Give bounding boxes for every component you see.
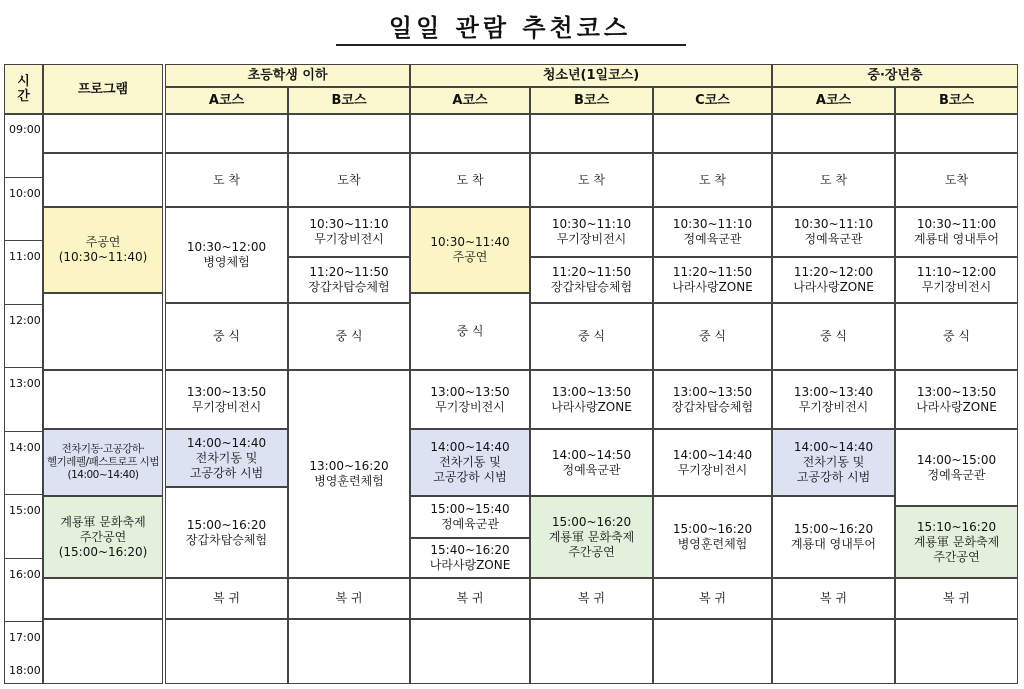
lunch-cell: 중 식 [530,303,653,370]
activity-cell: 14:00~14:40 전차기동 및 고공강하 시범 [165,429,288,487]
page-title: 일일 관람 추천코스 [388,14,632,42]
return-cell: 복 귀 [895,578,1018,619]
time-divider [4,304,43,305]
time-label: 14:00 [9,441,41,454]
activity-cell: 11:10~12:00 무기장비전시 [895,257,1018,303]
empty-cell [530,114,653,153]
empty-cell [653,114,772,153]
activity-cell: 15:00~15:40 정예육군관 [410,496,530,538]
header-course: B코스 [288,87,410,114]
activity-cell: 14:00~15:00 정예육군관 [895,429,1018,506]
program-empty [43,578,163,619]
activity-cell: 11:20~11:50 장갑차탑승체험 [288,257,410,303]
lunch-cell: 중 식 [288,303,410,370]
time-label: 16:00 [9,568,41,581]
time-label: 18:00 [9,664,41,677]
activity-cell: 13:00~13:50 나라사랑ZONE [895,370,1018,429]
empty-cell [895,619,1018,684]
activity-cell: 11:20~11:50 나라사랑ZONE [653,257,772,303]
time-label: 10:00 [9,187,41,200]
activity-cell: 15:00~16:20 장갑차탑승체험 [165,487,288,578]
program-empty [43,619,163,684]
time-divider [4,177,43,178]
header-group-adult: 중·장년층 [772,64,1018,87]
program-demonstration: 전차기동·고공강하· 헬기레펠/패스트로프 시범 (14:00~14:40) [43,429,163,496]
time-divider [4,621,43,622]
activity-cell: 14:00~14:40 전차기동 및 고공강하 시범 [410,429,530,496]
time-divider [4,494,43,495]
activity-cell: 10:30~11:10 정예육군관 [772,207,895,257]
activity-cell: 10:30~11:40 주공연 [410,207,530,293]
header-course: A코스 [772,87,895,114]
header-program: 프로그램 [43,64,163,114]
activity-cell: 14:00~14:40 전차기동 및 고공강하 시범 [772,429,895,496]
activity-cell: 15:10~16:20 계룡軍 문화축제 주간공연 [895,506,1018,578]
arrival-cell: 도 착 [410,153,530,207]
activity-cell: 10:30~11:10 정예육군관 [653,207,772,257]
lunch-cell: 중 식 [772,303,895,370]
program-empty [43,114,163,153]
header-course: B코스 [895,87,1018,114]
activity-cell: 10:30~12:00 병영체험 [165,207,288,303]
activity-cell: 10:30~11:00 계룡대 영내투어 [895,207,1018,257]
activity-cell: 10:30~11:10 무기장비전시 [288,207,410,257]
activity-cell: 13:00~13:40 무기장비전시 [772,370,895,429]
activity-cell: 15:00~16:20 병영훈련체험 [653,496,772,578]
empty-cell [288,114,410,153]
time-label: 09:00 [9,123,41,136]
arrival-cell: 도 착 [772,153,895,207]
time-divider [4,367,43,368]
arrival-cell: 도 착 [530,153,653,207]
empty-cell [530,619,653,684]
activity-cell: 14:00~14:50 정예육군관 [530,429,653,496]
arrival-cell: 도착 [288,153,410,207]
activity-cell: 13:00~13:50 나라사랑ZONE [530,370,653,429]
header-course: C코스 [653,87,772,114]
time-label: 13:00 [9,377,41,390]
program-main-show: 주공연 (10:30~11:40) [43,207,163,293]
activity-cell: 13:00~13:50 무기장비전시 [410,370,530,429]
lunch-cell: 중 식 [895,303,1018,370]
time-label: 12:00 [9,314,41,327]
empty-cell [895,114,1018,153]
lunch-cell: 중 식 [653,303,772,370]
header-group-elementary: 초등학생 이하 [165,64,410,87]
activity-cell: 15:40~16:20 나라사랑ZONE [410,538,530,578]
program-empty [43,153,163,207]
return-cell: 복 귀 [410,578,530,619]
header-course: A코스 [165,87,288,114]
activity-cell: 14:00~14:40 무기장비전시 [653,429,772,496]
time-label: 15:00 [9,504,41,517]
lunch-cell: 중 식 [410,293,530,370]
time-divider [4,431,43,432]
arrival-cell: 도 착 [653,153,772,207]
arrival-cell: 도 착 [165,153,288,207]
activity-cell: 11:20~12:00 나라사랑ZONE [772,257,895,303]
empty-cell [288,619,410,684]
activity-cell: 13:00~13:50 무기장비전시 [165,370,288,429]
program-empty [43,370,163,429]
return-cell: 복 귀 [288,578,410,619]
time-divider [4,240,43,241]
activity-cell: 15:00~16:20 계룡대 영내투어 [772,496,895,578]
activity-cell: 11:20~11:50 장갑차탑승체험 [530,257,653,303]
return-cell: 복 귀 [165,578,288,619]
activity-cell: 15:00~16:20 계룡軍 문화축제 주간공연 [530,496,653,578]
empty-cell [772,114,895,153]
return-cell: 복 귀 [653,578,772,619]
empty-cell [772,619,895,684]
time-label: 11:00 [9,250,41,263]
arrival-cell: 도착 [895,153,1018,207]
empty-cell [165,114,288,153]
activity-cell: 13:00~13:50 장갑차탑승체험 [653,370,772,429]
time-divider [4,558,43,559]
return-cell: 복 귀 [772,578,895,619]
program-empty [43,293,163,370]
header-time: 시 간 [4,64,43,114]
time-label: 17:00 [9,631,41,644]
return-cell: 복 귀 [530,578,653,619]
header-course: A코스 [410,87,530,114]
empty-cell [165,619,288,684]
header-group-youth: 청소년(1일코스) [410,64,772,87]
lunch-cell: 중 식 [165,303,288,370]
empty-cell [410,619,530,684]
program-festival: 계룡軍 문화축제 주간공연 (15:00~16:20) [43,496,163,578]
activity-cell: 13:00~16:20 병영훈련체험 [288,370,410,578]
activity-cell: 10:30~11:10 무기장비전시 [530,207,653,257]
header-course: B코스 [530,87,653,114]
empty-cell [653,619,772,684]
empty-cell [410,114,530,153]
